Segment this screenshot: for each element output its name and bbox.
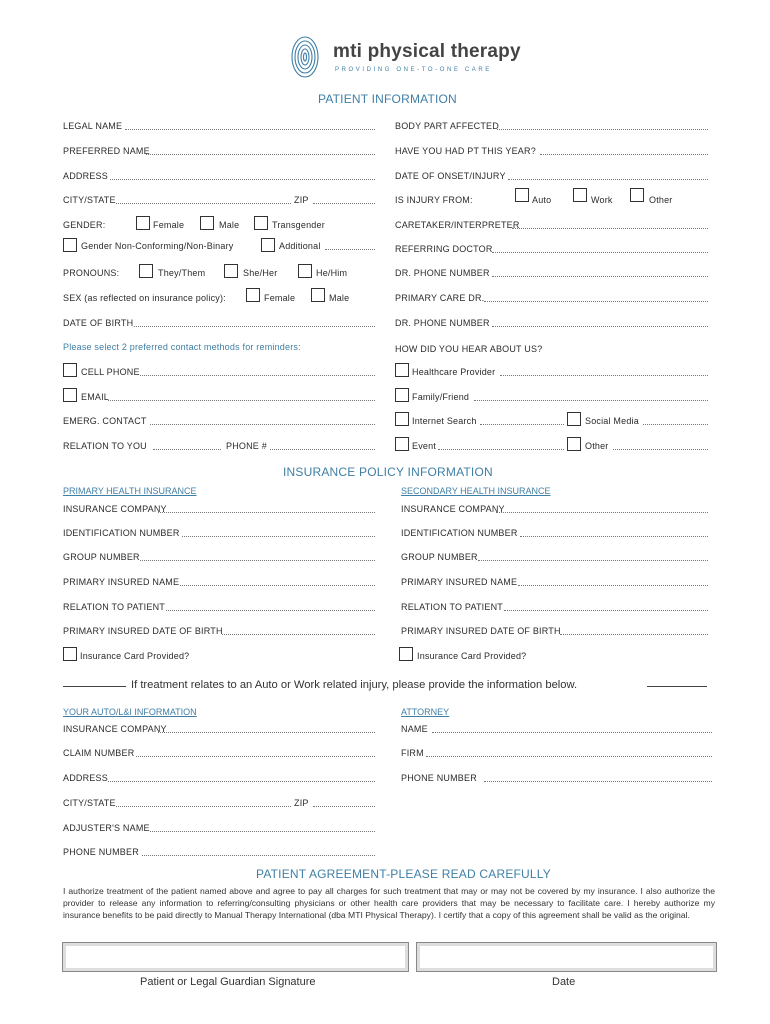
event-field[interactable] [438,449,564,450]
other-injury-label: Other [649,195,673,205]
had-pt-field[interactable] [540,154,708,155]
healthcare-label: Healthcare Provider [412,367,496,377]
auto-zip-label: ZIP [294,798,309,808]
auto-note: If treatment relates to an Auto or Work related injury, please provide the information below. [131,679,578,691]
caretaker-label: CARETAKER/INTERPRETER [395,220,520,230]
body-part-label: BODY PART AFFECTED [395,121,499,131]
zip-label: ZIP [294,195,309,205]
she-checkbox[interactable] [224,264,238,278]
secondary-insured-dob-label: PRIMARY INSURED DATE OF BIRTH [401,626,561,636]
onset-field[interactable] [508,179,708,180]
preferred-name-field[interactable] [146,154,375,155]
firm-field[interactable] [426,756,712,757]
sex-male-label: Male [329,293,350,303]
they-checkbox[interactable] [139,264,153,278]
work-checkbox[interactable] [573,188,587,202]
primary-insured-name-label: PRIMARY INSURED NAME [63,577,180,587]
divider-right [647,686,707,687]
primary-card-checkbox[interactable] [63,647,77,661]
signature-label: Patient or Legal Guardian Signature [140,976,316,988]
dr-phone2-label: DR. PHONE NUMBER [395,318,490,328]
he-checkbox[interactable] [298,264,312,278]
other-hear-checkbox[interactable] [567,437,581,451]
auto-city-state-label: CITY/STATE [63,798,116,808]
secondary-company-label: INSURANCE COMPANY [401,504,505,514]
claim-label: CLAIM NUMBER [63,748,135,758]
secondary-insurance-heading: SECONDARY HEALTH INSURANCE [401,486,551,496]
zip-field[interactable] [313,203,375,204]
firm-label: FIRM [401,748,424,758]
sex-male-checkbox[interactable] [311,288,325,302]
emerg-contact-field[interactable] [150,424,375,425]
referring-field[interactable] [492,252,708,253]
additional-field[interactable] [325,249,375,250]
sex-label: SEX (as reflected on insurance policy): [63,293,226,303]
family-label: Family/Friend [412,392,470,402]
phone-hash-label: PHONE # [226,441,267,451]
secondary-relation-field[interactable] [504,610,708,611]
pronouns-label: PRONOUNS: [63,268,120,278]
secondary-group-label: GROUP NUMBER [401,552,478,562]
address-label: ADDRESS [63,171,108,181]
dr-phone2-field[interactable] [492,326,708,327]
agreement-title: PATIENT AGREEMENT-PLEASE READ CAREFULLY [256,867,551,881]
primary-id-label: IDENTIFICATION NUMBER [63,528,180,538]
logo [290,34,320,80]
transgender-checkbox[interactable] [254,216,268,230]
phone-hash-field[interactable] [270,449,375,450]
secondary-insured-dob-field[interactable] [560,634,708,635]
body-part-field[interactable] [497,129,708,130]
he-label: He/Him [316,268,348,278]
auto-li-heading: YOUR AUTO/L&I INFORMATION [63,707,197,717]
internet-label: Internet Search [412,416,477,426]
cell-phone-checkbox[interactable] [63,363,77,377]
primary-relation-field[interactable] [166,610,375,611]
event-checkbox[interactable] [395,437,409,451]
insurance-title: INSURANCE POLICY INFORMATION [283,465,493,479]
agreement-text: I authorize treatment of the patient named above and agree to pay all charges for such treatment that may or may not be covered by my insurance. I also authorize the provider to release any information to referring/consulting physicians or other health care providers that may be necessary to facilitate care. I hereby authorize my insurance benefits to be paid directly to Manual Therapy International (dba MTI Physical Therapy). I certify that a copy of this agreement shall be valid as the original. [63,886,715,920]
additional-label: Additional [279,241,321,251]
gender-nonconforming-label: Gender Non-Conforming/Non-Binary [81,241,234,251]
claim-field[interactable] [136,756,375,757]
auto-phone-label: PHONE NUMBER [63,847,139,857]
primary-relation-label: RELATION TO PATIENT [63,602,165,612]
preferred-name-label: PREFERRED NAME [63,146,150,156]
primary-company-field[interactable] [158,512,375,513]
secondary-card-label: Insurance Card Provided? [417,651,527,661]
auto-checkbox[interactable] [515,188,529,202]
adjuster-field[interactable] [150,831,375,832]
secondary-relation-label: RELATION TO PATIENT [401,602,503,612]
other-hear-field[interactable] [613,449,708,450]
patient-info-title: PATIENT INFORMATION [318,92,457,106]
attorney-phone-field[interactable] [484,781,712,782]
primary-group-label: GROUP NUMBER [63,552,140,562]
family-checkbox[interactable] [395,388,409,402]
auto-company-field[interactable] [158,732,375,733]
internet-checkbox[interactable] [395,412,409,426]
legal-name-field[interactable] [125,129,375,130]
social-label: Social Media [585,416,639,426]
onset-label: DATE OF ONSET/INJURY [395,171,506,181]
family-field[interactable] [474,400,708,401]
referring-label: REFERRING DOCTOR [395,244,493,254]
healthcare-field[interactable] [500,375,708,376]
city-state-field[interactable] [116,203,291,204]
secondary-insured-name-label: PRIMARY INSURED NAME [401,577,518,587]
hear-label: HOW DID YOU HEAR ABOUT US? [395,344,543,354]
they-label: They/Them [158,268,206,278]
adjuster-label: ADJUSTER'S NAME [63,823,150,833]
healthcare-checkbox[interactable] [395,363,409,377]
primary-company-label: INSURANCE COMPANY [63,504,167,514]
work-label: Work [591,195,613,205]
relation-label: RELATION TO YOU [63,441,147,451]
email-field[interactable] [108,400,375,401]
auto-zip-field[interactable] [313,806,375,807]
other-injury-checkbox[interactable] [630,188,644,202]
auto-phone-field[interactable] [142,855,375,856]
attorney-heading: ATTORNEY [401,707,450,717]
primary-insurance-heading: PRIMARY HEALTH INSURANCE [63,486,197,496]
city-state-label: CITY/STATE [63,195,116,205]
sex-female-label: Female [264,293,296,303]
auto-label: Auto [532,195,552,205]
internet-field[interactable] [480,424,564,425]
primary-group-field[interactable] [140,560,375,561]
primary-care-field[interactable] [484,301,708,302]
brand-tagline: PROVIDING ONE-TO-ONE CARE [335,67,492,73]
auto-address-label: ADDRESS [63,773,108,783]
brand-name: mti physical therapy [333,41,521,62]
auto-address-field[interactable] [108,781,375,782]
cell-phone-label: CELL PHONE [81,367,140,377]
primary-insured-name-field[interactable] [180,585,375,586]
auto-city-state-field[interactable] [116,806,291,807]
primary-insured-dob-field[interactable] [222,634,375,635]
injury-from-label: IS INJURY FROM: [395,195,473,205]
attorney-phone-label: PHONE NUMBER [401,773,477,783]
date-label: Date [552,976,576,988]
secondary-company-field[interactable] [496,512,708,513]
dr-phone-label: DR. PHONE NUMBER [395,268,490,278]
female-checkbox[interactable] [136,216,150,230]
divider-left [63,686,126,687]
had-pt-label: HAVE YOU HAD PT THIS YEAR? [395,146,536,156]
primary-id-field[interactable] [182,536,375,537]
she-label: She/Her [243,268,278,278]
caretaker-field[interactable] [512,228,708,229]
additional-checkbox[interactable] [261,238,275,252]
auto-company-label: INSURANCE COMPANY [63,724,167,734]
dr-phone-field[interactable] [492,276,708,277]
secondary-group-field[interactable] [478,560,708,561]
secondary-card-checkbox[interactable] [399,647,413,661]
primary-card-label: Insurance Card Provided? [80,651,190,661]
social-checkbox[interactable] [567,412,581,426]
dob-label: DATE OF BIRTH [63,318,134,328]
female-label: Female [153,220,185,230]
primary-care-label: PRIMARY CARE DR. [395,293,485,303]
relation-field[interactable] [153,449,221,450]
gender-nonconforming-checkbox[interactable] [63,238,77,252]
contact-note: Please select 2 preferred contact methods for reminders: [63,342,301,352]
emerg-contact-label: EMERG. CONTACT [63,416,147,426]
sex-female-checkbox[interactable] [246,288,260,302]
fingerprint-icon [290,34,320,80]
date-box[interactable] [416,942,717,972]
male-checkbox[interactable] [200,216,214,230]
secondary-insured-name-field[interactable] [518,585,708,586]
attorney-name-label: NAME [401,724,428,734]
cell-phone-field[interactable] [140,375,375,376]
gender-label: GENDER: [63,220,106,230]
primary-insured-dob-label: PRIMARY INSURED DATE OF BIRTH [63,626,223,636]
signature-box[interactable] [62,942,409,972]
legal-name-label: LEGAL NAME [63,121,123,131]
email-checkbox[interactable] [63,388,77,402]
address-field[interactable] [110,179,375,180]
male-label: Male [219,220,240,230]
email-label: EMAIL [81,392,110,402]
secondary-id-field[interactable] [520,536,708,537]
secondary-id-label: IDENTIFICATION NUMBER [401,528,518,538]
dob-field[interactable] [134,326,375,327]
transgender-label: Transgender [272,220,325,230]
event-label: Event [412,441,437,451]
attorney-name-field[interactable] [432,732,712,733]
social-field[interactable] [643,424,708,425]
other-hear-label: Other [585,441,609,451]
